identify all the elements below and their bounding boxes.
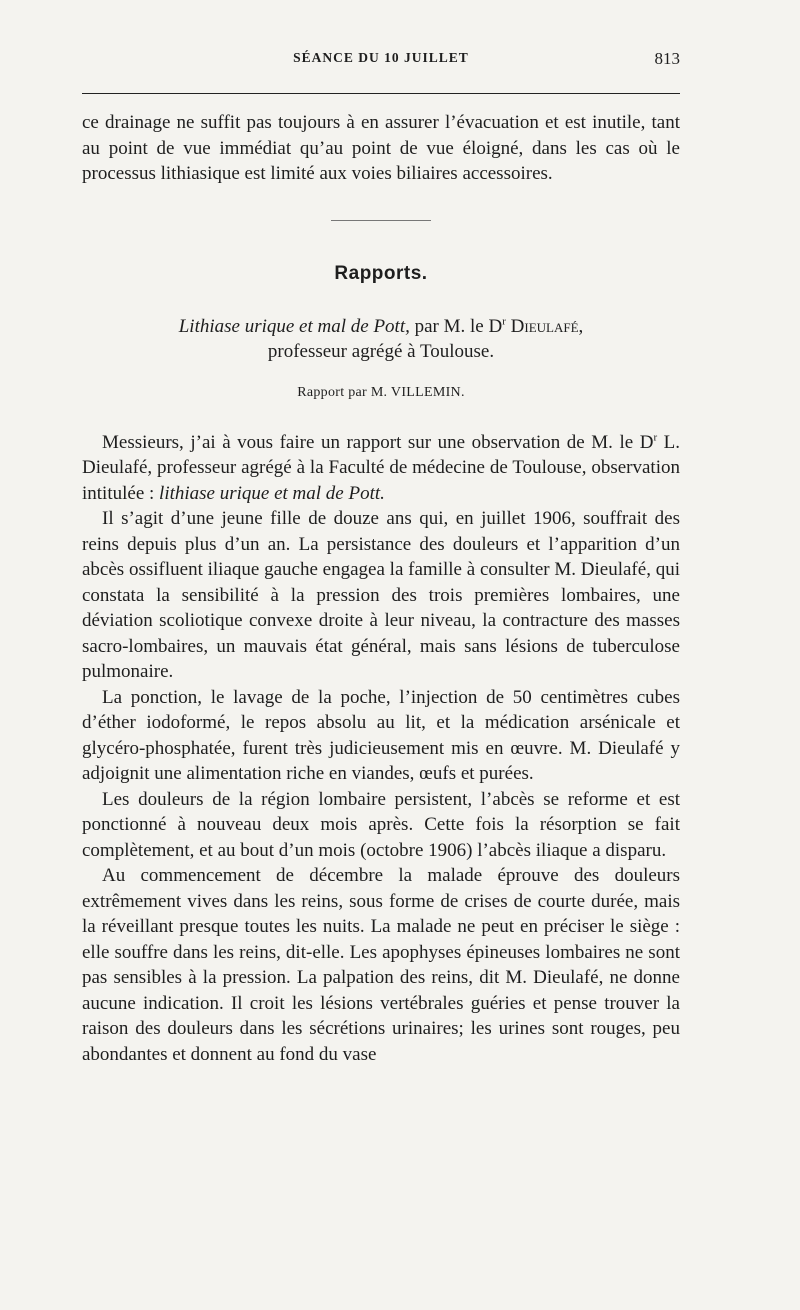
paragraph-5: Au commencement de décembre la malade éprouve des douleurs extrêmement vives dans les reins, sous forme de crises de courte durée, mais la réveillant presque toutes les nuits. La malade ne peut en préciser le siège : elle souffre dans les reins, dit-elle. Les apophyses épineuses lombaires ne sont pas sensibles à la pression. La palpation des reins, dit M. Dieulafé, ne donne aucune indication. Il croit les lésions vertébrales guéries et pense trouver la raison des douleurs dans les sécrétions urinaires; les urines sont rouges, peu abondantes et donnent au fond du vase xyxy=(82,865,680,1065)
report-title: Lithiase urique et mal de Pott, xyxy=(178,316,410,337)
section-title: Rapports. xyxy=(334,262,428,284)
p1-italic: lithiase urique et mal de Pott. xyxy=(159,482,385,504)
body-text xyxy=(82,110,680,1067)
running-title: SÉANCE DU 10 JUILLET xyxy=(293,50,469,65)
paragraph-4: Les douleurs de la région lombaire persistent, l’abcès se reforme et est ponctionné à nouveau deux mois après. Cette fois la résorption se fait complètement, et au bout d’un mois (octobre 1906) l’abcès iliaque a disparu. xyxy=(82,788,680,861)
paragraph-2: Il s’agit d’une jeune fille de douze ans qui, en juillet 1906, souffrait des reins depuis plus d’un an. La persistance des douleurs et l’apparition d’un abcès ossifluent iliaque gauche engagea la famille à consulter M. Dieulafé, qui constata la sensibilité à la pression des trois premières lombaires, une déviation scoliotique convexe droite à leur niveau, la contracture des masses sacro-lombaires, un mauvais état général, mais sans lésions de tuberculose pulmonaire. xyxy=(82,508,680,682)
intro-paragraph: ce drainage ne suffit pas toujours à en assurer l’évacuation et est inutile, tant au point de vue immédiat qu’au point de vue éloigné, dans les cas où le processus lithiasique est limité aux voies biliaires accessoires. xyxy=(82,112,680,184)
report-author-sup: r xyxy=(502,315,506,328)
separator-rule xyxy=(331,220,431,221)
page-number: 813 xyxy=(654,49,680,68)
p1-sup: r xyxy=(653,431,658,444)
report-byline: Rapport par M. VILLEMIN. xyxy=(297,385,465,400)
paragraph-1 xyxy=(82,430,680,507)
paragraph-3: La ponction, le lavage de la poche, l’injection de 50 centimètres cubes d’éther iodoformé, le repos absolu au lit, et la médication arsénicale et glycéro-phosphatée, furent très judicieusement mis en œuvre. M. Dieulafé y adjoignit une alimentation riche en viandes, œufs et purées. xyxy=(82,686,680,784)
report-heading xyxy=(82,314,680,364)
report-author-name: Dieulafé xyxy=(510,316,579,337)
header-rule xyxy=(82,93,680,94)
p1-text-a: Messieurs, j’ai à vous faire un rapport sur une observation de M. le D xyxy=(102,431,654,453)
report-author-suffix: , xyxy=(578,316,584,337)
report-affiliation: professeur agrégé à Toulouse. xyxy=(267,341,495,362)
p1-text-b: L. Dieulafé, professeur agrégé à la Faculté de médecine de Toulouse, observation intitulée : xyxy=(82,431,681,504)
page-header xyxy=(82,50,680,72)
report-author-prefix: par M. le D xyxy=(409,316,503,337)
